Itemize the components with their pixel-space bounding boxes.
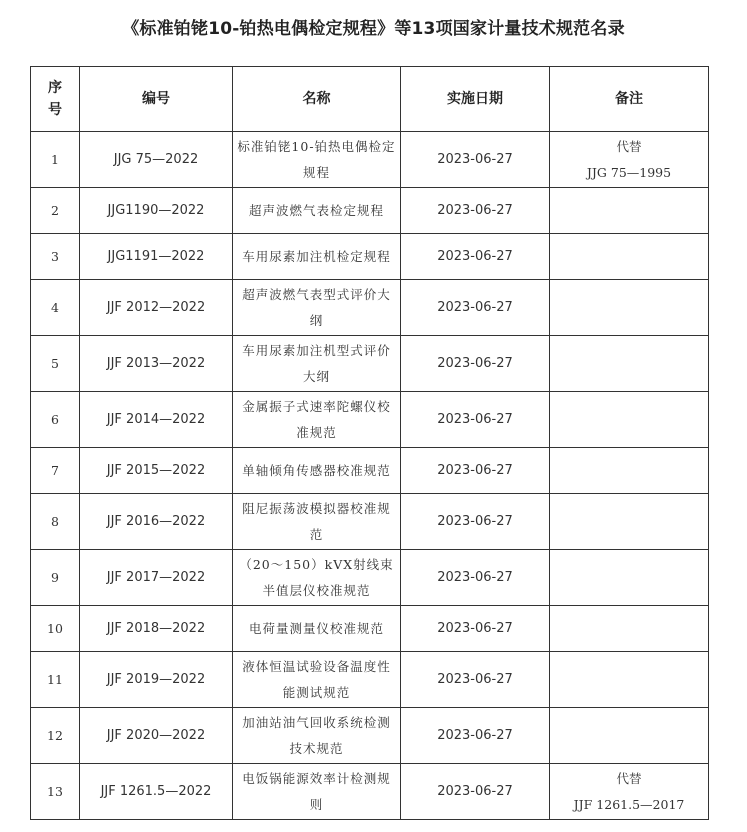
row-seq: 6 xyxy=(31,392,80,448)
row-seq: 12 xyxy=(31,708,80,764)
row-code: JJF 2015—2022 xyxy=(80,448,233,494)
row-code: JJF 2016—2022 xyxy=(80,494,233,550)
row-date: 2023-06-27 xyxy=(401,494,550,550)
row-code: JJF 2012—2022 xyxy=(80,280,233,336)
row-name: 标准铂铑10-铂热电偶检定规程 xyxy=(233,132,401,188)
table-row xyxy=(31,494,709,550)
row-date: 2023-06-27 xyxy=(401,764,550,820)
row-code: JJG1190—2022 xyxy=(80,188,233,234)
row-note: 代替 JJF 1261.5—2017 xyxy=(550,764,709,820)
row-date: 2023-06-27 xyxy=(401,188,550,234)
row-code: JJF 2013—2022 xyxy=(80,336,233,392)
row-code: JJG 75—2022 xyxy=(80,132,233,188)
row-date: 2023-06-27 xyxy=(401,132,550,188)
page-title: 《标准铂铑10-铂热电偶检定规程》等13项国家计量技术规范名录 xyxy=(122,19,625,39)
row-name: 金属振子式速率陀螺仪校准规范 xyxy=(233,392,401,448)
row-code: JJF 1261.5—2022 xyxy=(80,764,233,820)
row-code: JJF 2020—2022 xyxy=(80,708,233,764)
row-date: 2023-06-27 xyxy=(401,606,550,652)
row-name: 单轴倾角传感器校准规范 xyxy=(233,448,401,494)
row-name: 超声波燃气表检定规程 xyxy=(233,188,401,234)
row-date: 2023-06-27 xyxy=(401,550,550,606)
row-date: 2023-06-27 xyxy=(401,652,550,708)
row-seq: 11 xyxy=(31,652,80,708)
header-note: 备注 xyxy=(550,67,709,132)
table-row xyxy=(31,280,709,336)
standards-table xyxy=(30,66,709,820)
row-note xyxy=(550,606,709,652)
row-seq: 13 xyxy=(31,764,80,820)
row-seq: 4 xyxy=(31,280,80,336)
row-note xyxy=(550,652,709,708)
row-date: 2023-06-27 xyxy=(401,448,550,494)
row-seq: 3 xyxy=(31,234,80,280)
table-row xyxy=(31,652,709,708)
row-code: JJF 2017—2022 xyxy=(80,550,233,606)
table-row xyxy=(31,448,709,494)
row-date: 2023-06-27 xyxy=(401,280,550,336)
row-date: 2023-06-27 xyxy=(401,708,550,764)
table-row xyxy=(31,188,709,234)
table-row xyxy=(31,132,709,188)
table-header-row xyxy=(31,67,709,132)
table-row xyxy=(31,606,709,652)
row-seq: 1 xyxy=(31,132,80,188)
row-seq: 10 xyxy=(31,606,80,652)
row-note xyxy=(550,336,709,392)
row-date: 2023-06-27 xyxy=(401,336,550,392)
row-code: JJG1191—2022 xyxy=(80,234,233,280)
row-name: 电荷量测量仪校准规范 xyxy=(233,606,401,652)
row-name: （20～150）kVX射线束半值层仪校准规范 xyxy=(233,550,401,606)
row-name: 超声波燃气表型式评价大纲 xyxy=(233,280,401,336)
row-note: 代替 JJG 75—1995 xyxy=(550,132,709,188)
row-code: JJF 2018—2022 xyxy=(80,606,233,652)
row-name: 车用尿素加注机型式评价大纲 xyxy=(233,336,401,392)
table-row xyxy=(31,392,709,448)
row-name: 液体恒温试验设备温度性能测试规范 xyxy=(233,652,401,708)
row-note xyxy=(550,280,709,336)
header-name: 名称 xyxy=(233,67,401,132)
row-name: 电饭锅能源效率计检测规则 xyxy=(233,764,401,820)
row-name: 阻尼振荡波模拟器校准规范 xyxy=(233,494,401,550)
table-row xyxy=(31,336,709,392)
row-seq: 7 xyxy=(31,448,80,494)
row-date: 2023-06-27 xyxy=(401,234,550,280)
table-row xyxy=(31,708,709,764)
row-name: 加油站油气回收系统检测技术规范 xyxy=(233,708,401,764)
row-note xyxy=(550,234,709,280)
row-note xyxy=(550,188,709,234)
header-seq: 序号 xyxy=(31,67,80,132)
row-seq: 8 xyxy=(31,494,80,550)
header-date: 实施日期 xyxy=(401,67,550,132)
header-code: 编号 xyxy=(80,67,233,132)
row-note xyxy=(550,708,709,764)
row-code: JJF 2019—2022 xyxy=(80,652,233,708)
row-date: 2023-06-27 xyxy=(401,392,550,448)
row-note xyxy=(550,448,709,494)
row-code: JJF 2014—2022 xyxy=(80,392,233,448)
table-row xyxy=(31,764,709,820)
row-note xyxy=(550,550,709,606)
table-row xyxy=(31,234,709,280)
row-seq: 5 xyxy=(31,336,80,392)
row-note xyxy=(550,494,709,550)
table-row xyxy=(31,550,709,606)
row-note xyxy=(550,392,709,448)
row-seq: 2 xyxy=(31,188,80,234)
row-name: 车用尿素加注机检定规程 xyxy=(233,234,401,280)
row-seq: 9 xyxy=(31,550,80,606)
